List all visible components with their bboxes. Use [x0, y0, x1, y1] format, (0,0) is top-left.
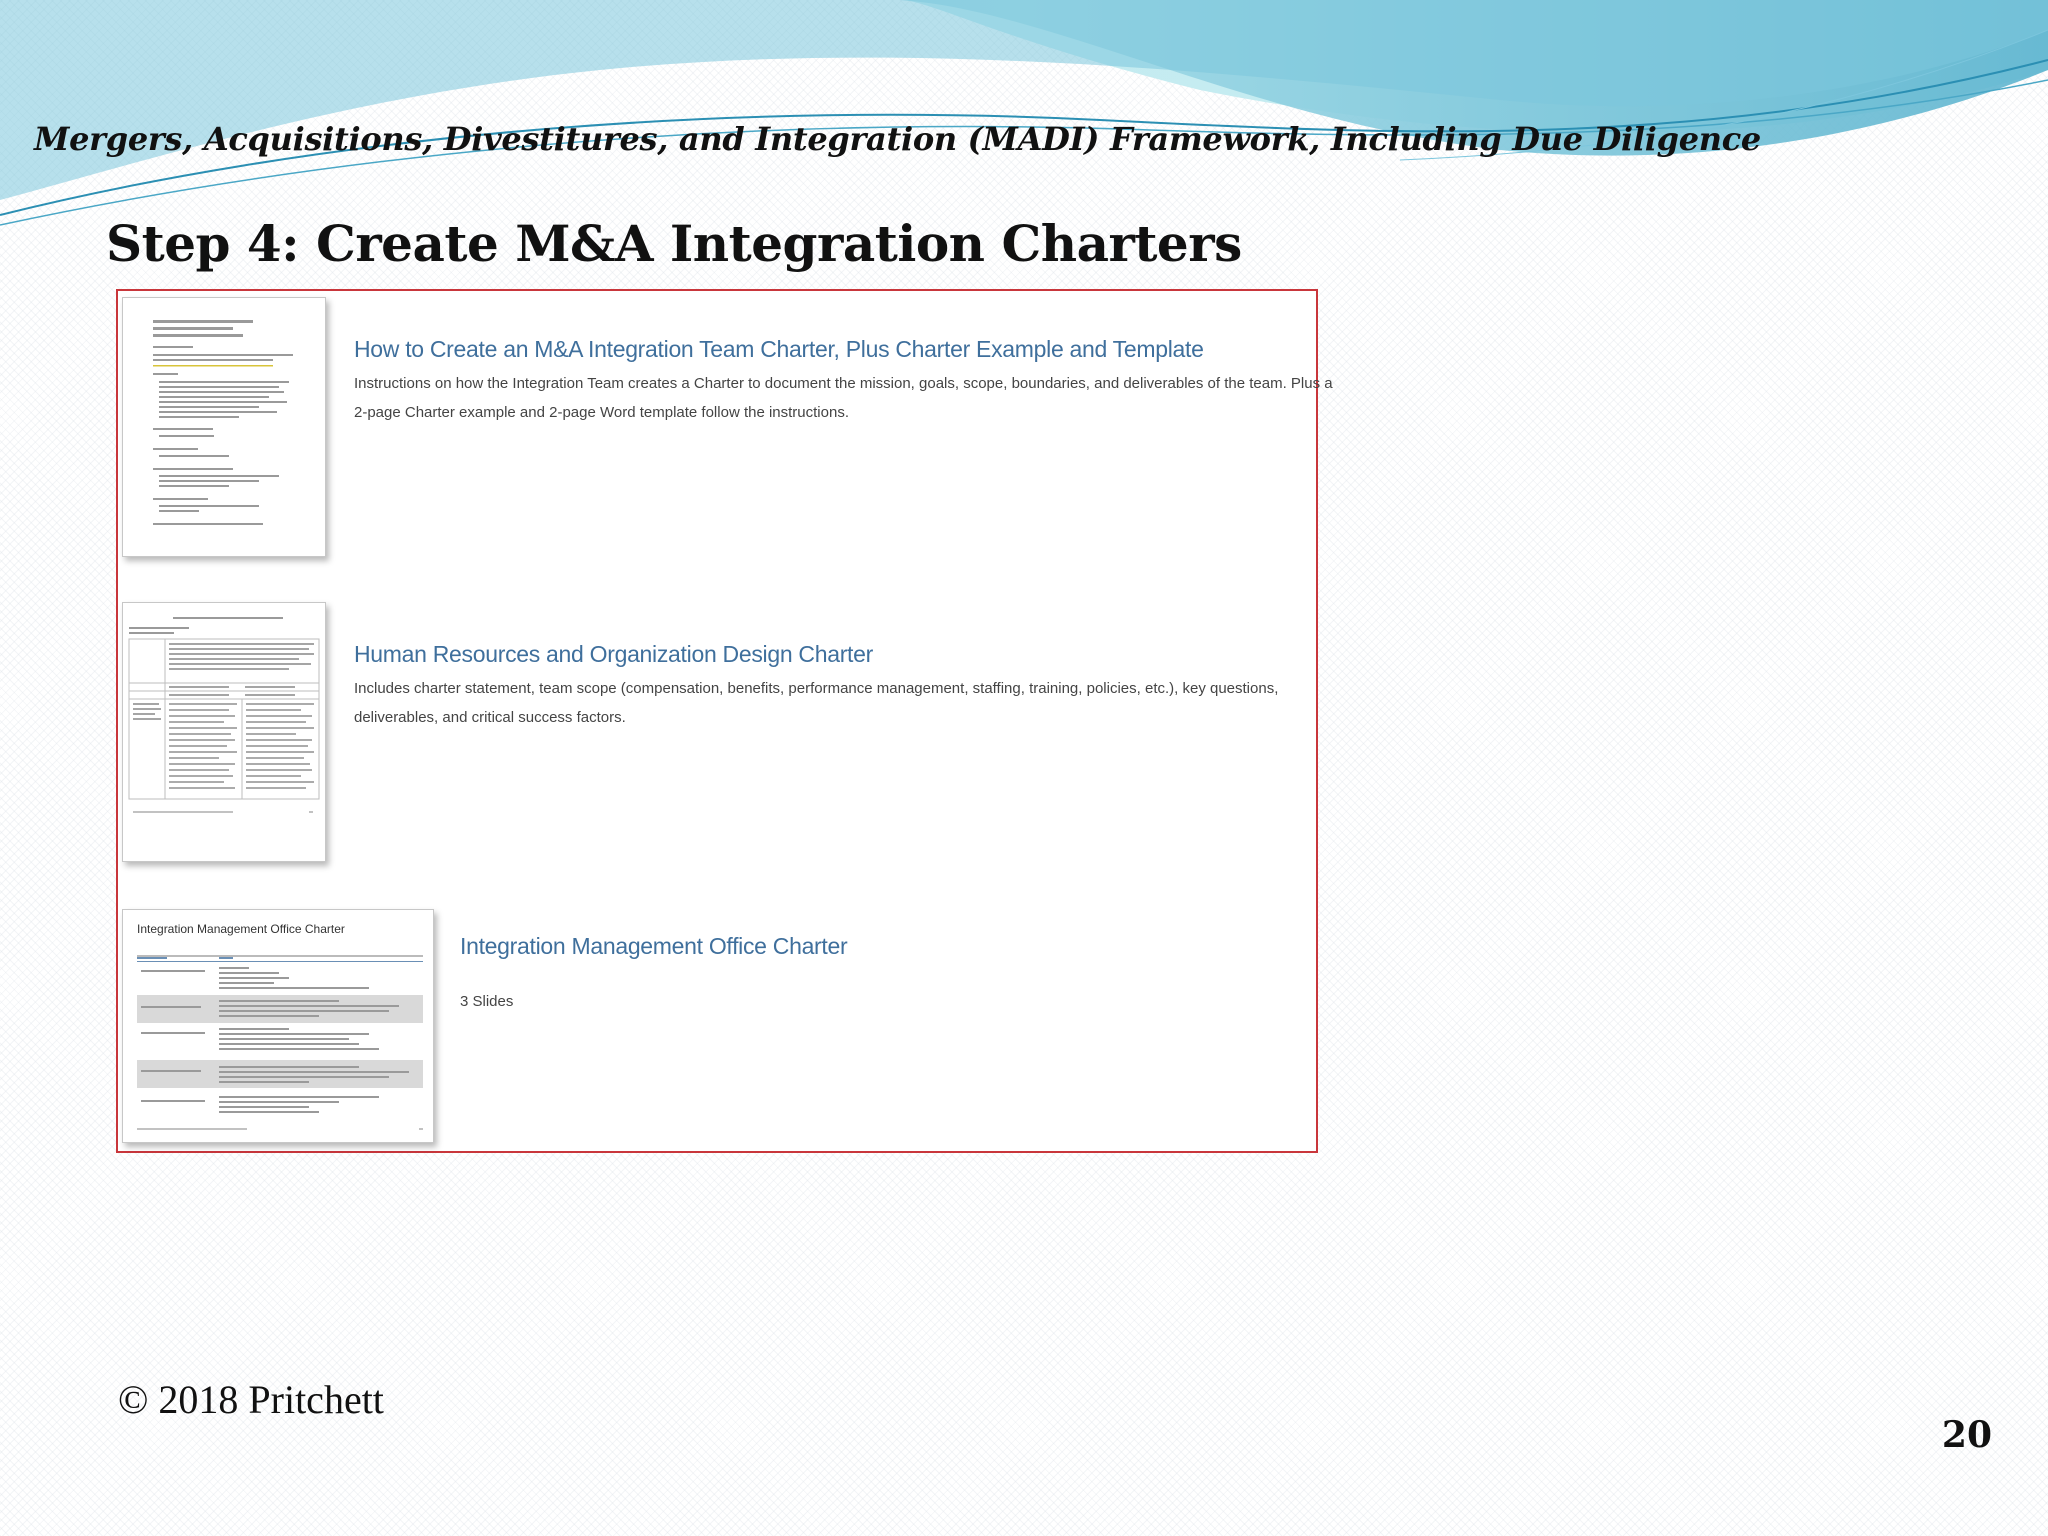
imo-thumbnail-heading: Integration Management Office Charter [137, 922, 345, 936]
imo-charter-title[interactable]: Integration Management Office Charter [460, 933, 848, 959]
slide-title: Step 4: Create M&A Integration Charters [106, 214, 1242, 273]
presentation-header-title: Mergers, Acquisitions, Divestitures, and Integration (MADI) Framework, Including Due Diligence [34, 120, 1761, 158]
team-charter-thumbnail[interactable] [122, 297, 326, 557]
charters-panel [116, 289, 1333, 1153]
team-charter-title[interactable]: How to Create an M&A Integration Team Charter, Plus Charter Example and Template [354, 336, 1204, 362]
hr-charter-title[interactable]: Human Resources and Organization Design Charter [354, 641, 873, 667]
hr-charter-description: Includes charter statement, team scope (compensation, benefits, performance management, staffing, training, policies, etc.), key questions, deliverables, and critical success factors. [354, 680, 1279, 726]
page-number: 20 [1941, 1414, 1992, 1456]
team-charter-description: Instructions on how the Integration Team creates a Charter to document the mission, goals, scope, boundaries, and deliverables of the team. Plus a 2-page Charter example and 2-page Word template follow the instructions. [354, 375, 1333, 421]
copyright-notice: © 2018 Pritchett [118, 1377, 384, 1422]
hr-charter-thumbnail[interactable] [122, 602, 326, 862]
imo-charter-thumbnail[interactable] [122, 909, 434, 1143]
imo-charter-slide-count: 3 Slides [460, 993, 514, 1010]
